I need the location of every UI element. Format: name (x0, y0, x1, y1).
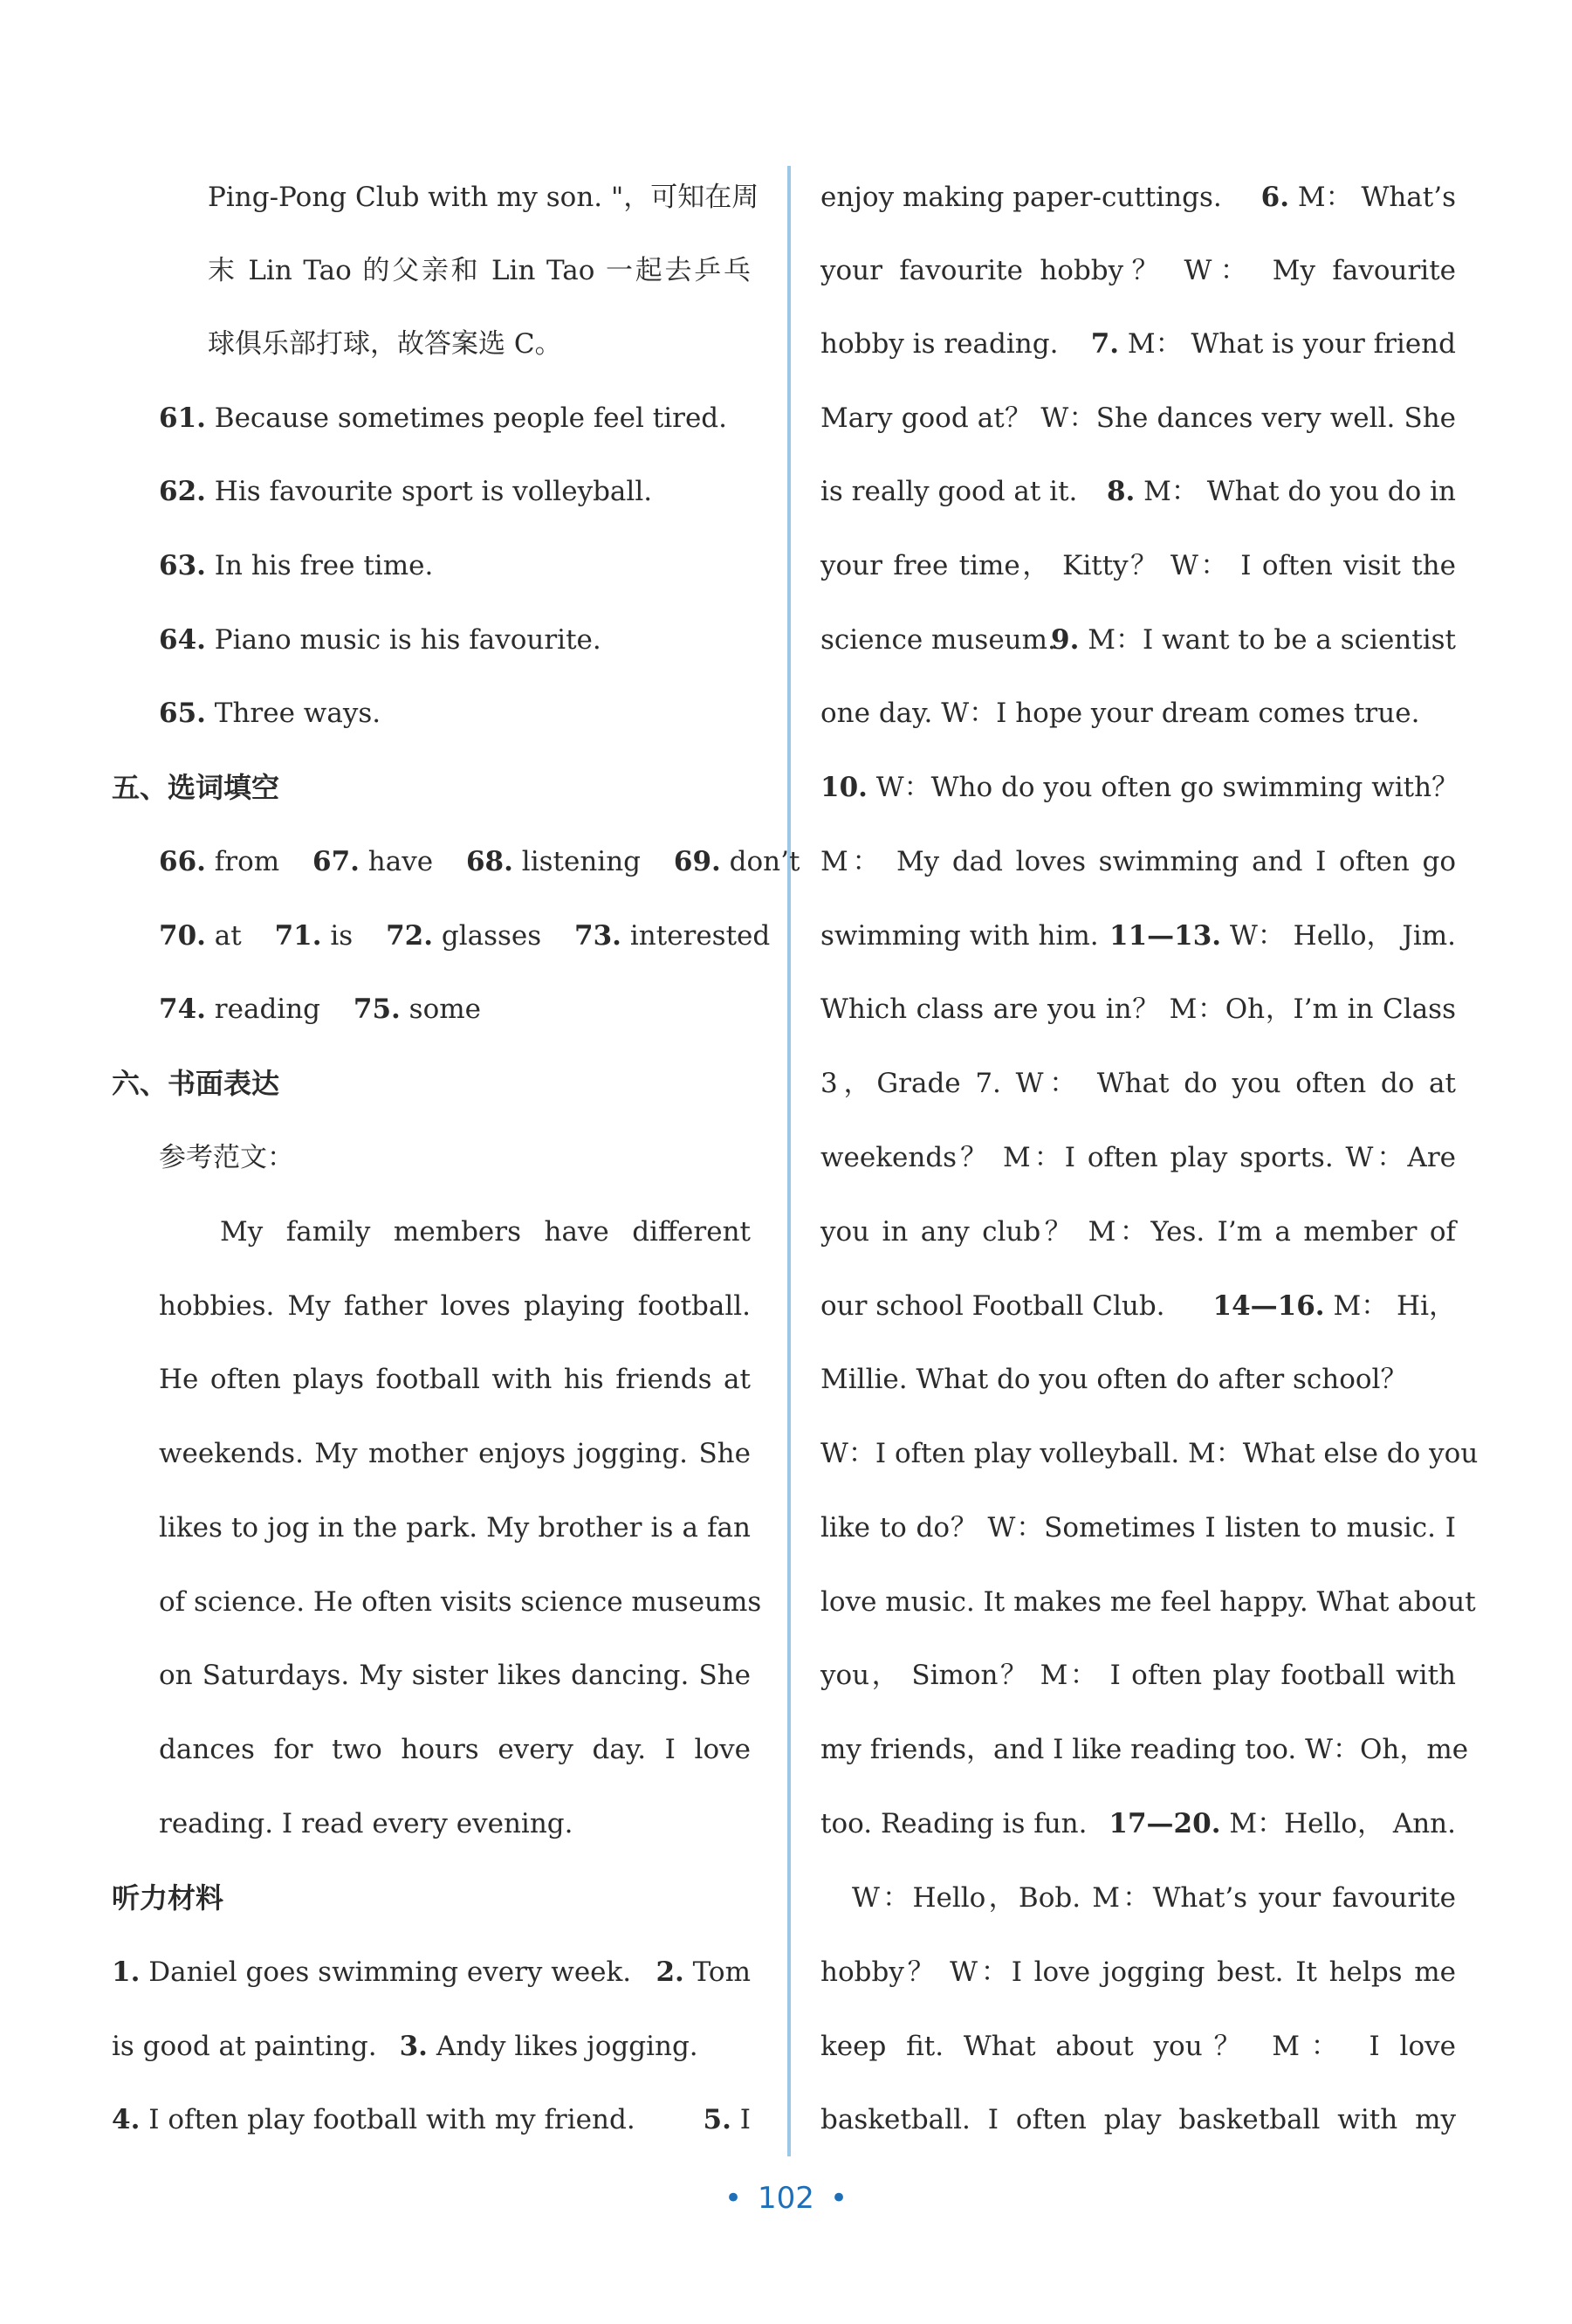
item-number: 4. (112, 2104, 141, 2135)
item-number: 6. (1260, 182, 1290, 213)
script-line: your free time， Kitty？ W： I often visit the (820, 550, 1456, 581)
item-number: 8. (1106, 476, 1136, 507)
script-text: M： What’s (1289, 182, 1456, 213)
script-line: 3，Grade 7. W： What do you often do at (820, 1068, 1456, 1099)
item-number: 9. (1051, 624, 1080, 656)
script-text: W：Who do you often go swimming with？ (867, 772, 1459, 803)
script-line: hobby？ W：I love jogging best. It helps me (820, 1956, 1456, 1988)
answer-61 (159, 395, 727, 441)
script-line: you， Simon？ M： I often play football with (820, 1660, 1456, 1691)
text: 末 Lin Tao 的父亲和 Lin Tao 一起去乒乓 (208, 255, 751, 286)
script-text: Andy likes jogging. (427, 2031, 698, 2062)
text: 球俱乐部打球，故答案选 C。 (208, 328, 562, 360)
continuation-line (208, 248, 751, 293)
essay-line: on Saturdays. My sister likes dancing. She (159, 1660, 751, 1691)
script-text: I often play football with my friend. (140, 2104, 635, 2135)
answer-text: Piano music is his favourite. (205, 624, 601, 656)
script-text: M：Hello， Ann. (1220, 1808, 1456, 1839)
item-number: 71. (274, 920, 322, 952)
item-number: 3. (399, 2031, 428, 2062)
script-line: W：I often play volleyball. M：What else do you (820, 1438, 1479, 1469)
script-line: M： My dad loves swimming and I often go (820, 846, 1456, 877)
item-number: 1. (112, 1956, 141, 1988)
answer-text: have (359, 846, 434, 877)
item-number: 14—16. (1212, 1290, 1325, 1322)
answer-62 (159, 469, 652, 514)
answer-64 (159, 617, 601, 663)
script-line: one day. W：I hope your dream comes true. (820, 698, 1420, 729)
essay-line: likes to jog in the park. My brother is a fan (159, 1512, 751, 1544)
page-number (0, 2181, 1572, 2216)
script-text: too. Reading is fun. (820, 1808, 1088, 1839)
answer-text: from (205, 846, 280, 877)
item-number: 67. (312, 846, 360, 877)
page-dot-right: • (829, 2181, 848, 2216)
answer-text: In his free time. (205, 550, 434, 581)
essay-line: hobbies. My father loves playing football. (159, 1290, 751, 1322)
script-text: M： What do you do in (1135, 476, 1456, 507)
text: Ping-Pong Club with my son. "，可知在周 (208, 182, 759, 213)
script-line: basketball. I often play basketball with my (820, 2104, 1456, 2135)
script-line (820, 1801, 1456, 1846)
script-text: W： Hello， Jim. (1221, 920, 1456, 952)
essay-line: He often plays football with his friends at (159, 1364, 751, 1395)
item-number: 68. (465, 846, 513, 877)
item-number: 74. (159, 994, 206, 1025)
item-number: 70. (159, 920, 206, 952)
column-divider (787, 166, 791, 2156)
answer-text: listening (512, 846, 642, 877)
script-line: weekends？ M：I often play sports. W：Are (820, 1142, 1456, 1173)
item-number: 7. (1090, 328, 1120, 360)
script-text: M： What is your friend (1119, 328, 1456, 360)
fill-row-1 (159, 839, 800, 884)
item-number: 64. (159, 624, 206, 656)
item-number: 2. (656, 1956, 684, 1988)
continuation-line (208, 175, 759, 220)
script-text: is good at painting. (112, 2031, 377, 2062)
answer-text: interested (621, 920, 771, 952)
script-text: is really good at it. (820, 476, 1078, 507)
section-heading-listening: 听力材料 (112, 1881, 224, 1915)
listening-line-1 (112, 1949, 751, 1995)
answer-text: is (321, 920, 354, 952)
answer-text: Three ways. (205, 698, 381, 729)
item-number: 11—13. (1109, 920, 1222, 952)
script-line: keep fit. What about you？ M： I love (820, 2031, 1456, 2062)
answer-text: don’t (720, 846, 800, 877)
script-line (820, 469, 1456, 514)
page-dot-left: • (724, 2181, 743, 2216)
continuation-line (208, 321, 562, 367)
script-text: our school Football Club. (820, 1290, 1165, 1322)
fill-row-3 (159, 987, 481, 1032)
script-line (820, 175, 1456, 220)
script-line: you in any club？ M：Yes. I’m a member of (820, 1216, 1456, 1248)
script-line: Mary good at？ W：She dances very well. She (820, 402, 1456, 434)
script-line: like to do？ W：Sometimes I listen to music. I (820, 1512, 1456, 1544)
essay-line: dances for two hours every day. I love (159, 1734, 751, 1765)
model-essay-label: 参考范文： (159, 1142, 294, 1173)
item-number: 65. (159, 698, 206, 729)
script-line: your favourite hobby？ W： My favourite (820, 255, 1456, 286)
script-text: Daniel goes swimming every week. (140, 1956, 632, 1988)
item-number: 63. (159, 550, 206, 581)
script-line (820, 765, 1459, 810)
item-number: 10. (820, 772, 868, 803)
script-line (820, 617, 1456, 663)
script-text: swimming with him. (820, 920, 1099, 952)
script-line: Millie. What do you often do after school？ (820, 1364, 1408, 1395)
item-number: 17—20. (1109, 1808, 1221, 1839)
answer-text: Because sometimes people feel tired. (205, 402, 728, 434)
essay-line: weekends. My mother enjoys jogging. She (159, 1438, 751, 1469)
script-line (820, 1283, 1456, 1329)
script-text: M： Hi， (1324, 1290, 1456, 1322)
script-text: M：I want to be a scientist (1079, 624, 1456, 656)
listening-line-3 (112, 2097, 751, 2142)
essay-line: of science. He often visits science museums (159, 1586, 762, 1618)
script-line (820, 913, 1456, 959)
item-number: 75. (353, 994, 401, 1025)
script-line: love music. It makes me feel happy. What about (820, 1586, 1476, 1618)
script-line: W：Hello，Bob. M：What’s your favourite (852, 1882, 1456, 1914)
item-number: 5. (703, 2104, 731, 2135)
item-number: 66. (159, 846, 206, 877)
essay-line: reading. I read every evening. (159, 1808, 573, 1839)
answer-63 (159, 543, 433, 588)
item-number: 69. (673, 846, 721, 877)
answer-text: at (205, 920, 242, 952)
fill-row-2 (159, 913, 770, 959)
section-heading-6: 六、书面表达 (112, 1067, 280, 1100)
answer-text: some (400, 994, 481, 1025)
answer-65 (159, 691, 381, 736)
script-text: hobby is reading. (820, 328, 1059, 360)
page-number-value: 102 (758, 2181, 814, 2216)
item-number: 62. (159, 476, 206, 507)
answer-text: glasses (433, 920, 542, 952)
script-line (820, 321, 1456, 367)
essay-line: My family members have different (220, 1216, 751, 1248)
item-number: 73. (574, 920, 621, 952)
script-text: science museum. (820, 624, 1056, 656)
script-text: I (731, 2104, 751, 2135)
listening-line-2 (112, 2024, 698, 2069)
script-text: Tom (683, 1956, 751, 1988)
script-line: my friends，and I like reading too. W：Oh，me (820, 1734, 1469, 1765)
answer-text: reading (205, 994, 321, 1025)
script-text: enjoy making paper-cuttings. (820, 182, 1222, 213)
section-heading-5: 五、选词填空 (112, 771, 280, 804)
answer-text: His favourite sport is volleyball. (205, 476, 653, 507)
item-number: 72. (386, 920, 434, 952)
item-number: 61. (159, 402, 206, 434)
script-line: Which class are you in？ M：Oh，I’m in Class (820, 994, 1456, 1025)
